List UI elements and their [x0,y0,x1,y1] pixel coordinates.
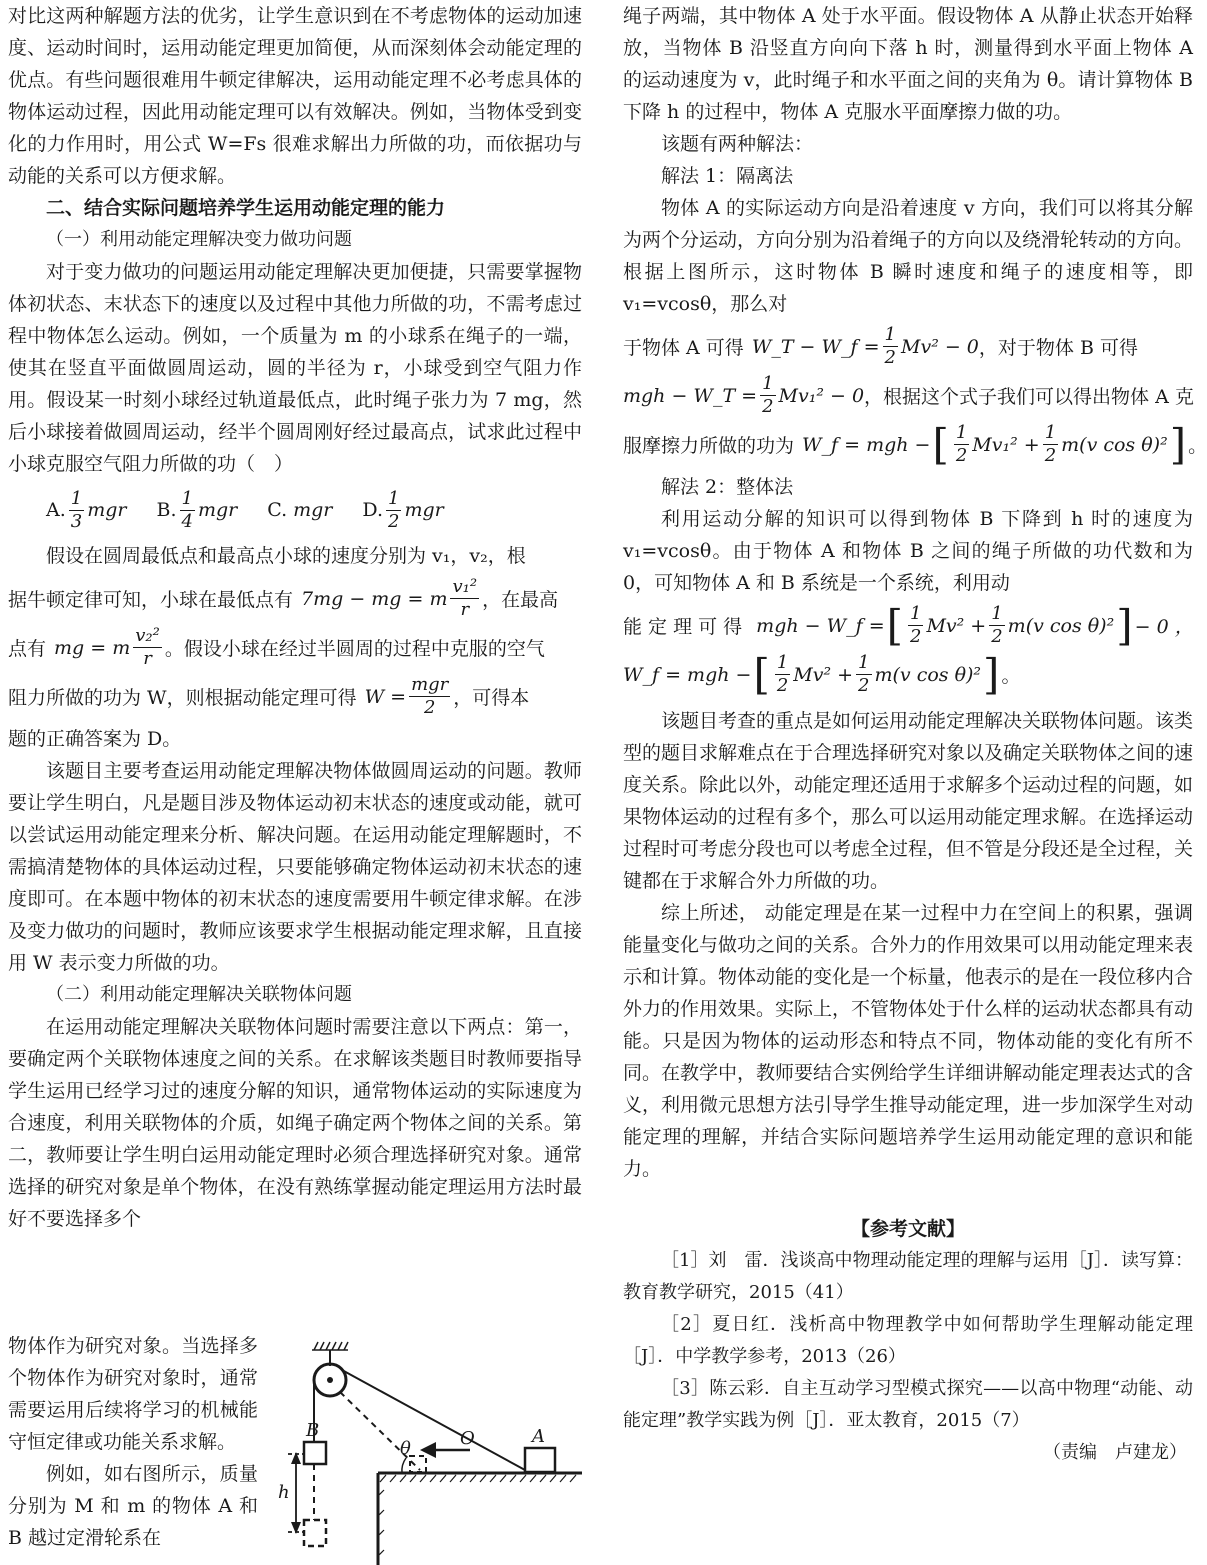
equation-text: 7mg − mg = m [301,587,448,610]
paragraph: 物体作为研究对象。当选择多个物体作为研究对象时，通常需要运用后续将学习的机械能守恒定律或功能关系求解。 [8,1335,258,1453]
bracket-open: [ [886,600,903,650]
equation [54,625,165,670]
answer-options [8,480,582,540]
equation [623,649,1001,699]
text: ，在最高 [482,589,559,611]
text: 。 [1188,435,1207,457]
bracket-open: [ [932,419,949,469]
paragraph: 该题目考查的重点是如何运用动能定理解决关联物体问题。该类型的题目求解难点在于合理选择研究对象以及确定关联物体之间的速度关系。除此以外，动能定理还适用于求解多个运动过程的问题，如果物体运动的过程有多个，那么可以运用动能定理求解。在选择运动过程时可考虑分段也可以考虑全过程，但不管是分段还是全过程，关键都在于求解合外力所做的功。 [623,710,1194,892]
numerator: 1 [858,652,870,673]
denominator: 2 [776,675,789,696]
label-h: h [278,1482,290,1503]
label-o: O [460,1428,475,1449]
option-value: mgr [87,499,127,521]
option-label: B. [156,499,177,521]
equation [752,324,979,369]
paragraph: 绳子两端，其中物体 A 处于水平面。假设物体 A 从静止状态开始释放，当物体 B 沿竖直方向向下落 h 时，测量得到水平面上物体 A 的运动速度为 v，此时绳子和水平面之间的夹角为 θ。请计算物体 B 下降 h 的过程中，物体 A 克服水平面摩擦力做的功。 [623,5,1193,123]
bracket-close: ] [1169,419,1187,469]
label-a: A [532,1426,545,1447]
equation-text: Mv₁² − 0 [778,384,865,407]
fraction [883,324,898,369]
option-b [156,485,237,535]
equation-line [623,600,1194,650]
text: 于物体 A 可得 [623,337,744,359]
text: ，可得本 [453,687,530,709]
paragraph: 假设在圆周最低点和最高点小球的速度分别为 v₁，v₂，根 [46,545,526,567]
paragraph: 例如，如右图所示，质量分别为 M 和 m 的物体 A 和 B 越过定滑轮系在 [8,1463,258,1549]
denominator: 2 [910,626,922,647]
equation-line [623,649,1193,699]
fraction [954,422,969,467]
fraction [989,603,1004,648]
block-a [525,1448,555,1472]
text: 。假设小球在经过半圆周的过程中克服的空气 [164,638,545,660]
option-label: C. [267,499,288,521]
fraction [180,488,195,533]
equation [301,576,482,621]
bracket-close: ] [983,649,1000,699]
equation-text: m(v cos θ)² [1061,433,1168,456]
equation-line [623,324,1193,369]
paragraph: 对于变力做功的问题运用动能定理解决更加便捷，只需要掌握物体初状态、末状态下的速度以及过程中其他力所做的功，不需考虑过程中物体怎么运动。例如，一个质量为 m 的小球系在绳子的一端，使其在竖直平面做圆周运动，圆的半径为 r，小球受到空气阻力作用。假设某一时刻小球经过轨道最低点，此时绳子张力为 7 mg，然后小球接着做圆周运动，经半个圆周刚好经过最高点，试求此过程中小球克服空气阻力所做的功（ ） [8,261,582,475]
denominator: 2 [884,347,896,368]
fraction [908,603,923,648]
denominator: 2 [1044,445,1057,466]
numerator: 1 [70,487,83,509]
option-value: mgr [197,499,238,521]
paragraph: 在运用动能定理解决关联物体问题时需要注意以下两点：第一，要确定两个关联物体速度之间的关系。在求解该类题目时教师要指导学生运用已经学习过的速度分解的知识，通常物体运动的实际速度为合速度，利用关联物体的介质，如绳子确定两个物体之间的关系。第二，教师要让学生明白运用动能定理时必须合理选择研究对象。通常选择的研究对象是单个物体，在没有熟练掌握动能定理运用方法时最好不要选择多个 [8,1016,582,1230]
numerator: v₂² [135,625,160,646]
option-value: mgr [293,499,333,521]
label-b: B [306,1420,320,1441]
reference-item: ［2］夏日红．浅析高中物理教学中如何帮助学生理解动能定理［J］．中学教学参考，2013（26） [623,1314,1193,1367]
fraction [450,576,479,621]
paragraph: 题的正确答案为 D。 [8,728,182,750]
option-label: A. [46,499,66,521]
paragraph: 该题有两种解法： [661,133,814,155]
equation-text: mg = m [54,636,131,659]
equation-text: mgh − W_f = [756,614,885,637]
equation-text: m(v cos θ)² [1007,614,1115,637]
fraction [386,488,401,533]
bracket-close: ] [1116,600,1133,650]
block-b [304,1442,326,1464]
denominator: r [460,599,470,620]
ground-hatch [378,1475,576,1556]
label-theta: θ [400,1438,411,1459]
editor-credit: （责编 卢建龙） [1043,1442,1187,1463]
text: 据牛顿定律可知，小球在最低点有 [8,589,294,611]
angle-arc [402,1458,406,1473]
paragraph: 解法 2：整体法 [661,476,794,498]
text: ，对于物体 B 可得 [978,337,1138,359]
subsection-heading: （二）利用动能定理解决关联物体问题 [46,984,352,1005]
denominator: 4 [181,510,193,532]
equation-line [8,576,582,621]
denominator: r [143,648,152,669]
equation-text: − 0 ， [1134,616,1194,638]
text: 服摩擦力所做的功为 [623,435,795,457]
equation-line [623,373,1193,418]
denominator: 2 [858,675,870,696]
paragraph: 解法 1：隔离法 [661,165,794,187]
denominator: 2 [991,626,1003,647]
equation [365,674,454,719]
left-column [8,0,582,1549]
equation-text: W_f = mgh − [802,433,931,456]
option-c [267,485,332,535]
fraction [856,652,871,697]
numerator: 1 [1044,422,1057,443]
subsection-heading: （一）利用动能定理解决变力做功问题 [46,229,352,250]
fraction [133,625,162,670]
equation-text: W_T − W_f = [751,335,880,358]
equation-text: Mv² + [793,663,854,686]
fraction [409,674,450,719]
denominator: 2 [762,396,774,417]
equation [623,373,864,418]
cart-dashed [410,1456,426,1472]
section-heading: 二、结合实际问题培养学生运用动能定理的能力 [46,197,446,219]
equation-text: W_f = mgh − [623,663,752,686]
references-heading: 【参考文献】 [850,1218,965,1240]
paragraph: 该题目主要考查运用动能定理解决物体做圆周运动的问题。教师要让学生明白，凡是题目涉及物体运动初末状态的速度或动能，就可以尝试运用动能定理来分析、解决问题。在运用动能定理解题时，不需搞清楚物体的具体运动过程，只要能够确定物体运动初末状态的速度即可。在本题中物体的初末状态的速度需要用牛顿定律求解。在涉及变力做功的问题时，教师应该要求学生根据动能定理求解，且直接用 W 表示变力所做的功。 [8,760,582,974]
equation-text: Mv₁² + [972,433,1040,456]
option-label: D. [362,499,383,521]
denominator: 3 [70,510,83,532]
option-d [362,485,443,535]
fraction [69,488,84,533]
numerator: mgr [411,674,449,695]
denominator: 2 [955,445,968,466]
numerator: 1 [910,603,922,624]
numerator: 1 [884,324,896,345]
equation-line [623,419,1207,469]
figure-wrap-text [8,1330,258,1554]
text: 能 定 理 可 得 [623,616,743,638]
reference-item: ［3］陈云彩．自主互动学习型模式探究——以高中物理“动能、动能定理”教学实践为例［J］．亚太教育，2015（7） [623,1378,1193,1431]
fraction [760,373,775,418]
right-column [623,0,1207,1469]
numerator: 1 [388,487,400,509]
equation-line [8,674,582,719]
paragraph: 物体 A 的实际运动方向是沿着速度 v 方向，我们可以将其分解为两个分运动，方向分别为沿着绳子的方向以及绕滑轮转动的方向。根据上图所示，这时物体 B 瞬时速度和绳子的速度相等，即 v₁=vcosθ，那么对 [623,197,1194,315]
numerator: 1 [991,603,1003,624]
numerator: 1 [955,422,968,443]
option-a [46,485,126,535]
bracket-open: [ [753,649,770,699]
paragraph: 利用运动分解的知识可以得到物体 B 下降到 h 时的速度为 v₁=vcosθ。由于物体 A 和物体 B 之间的绳子所做的功代数和为 0，可知物体 A 和 B 系统是一个系统，利用动 [623,508,1193,594]
text: 点有 [8,638,47,660]
equation-line [8,625,582,670]
equation-text: W = [364,685,407,708]
figure-area [8,1330,582,1565]
text: 。 [1001,665,1021,687]
denominator: 2 [423,697,436,718]
numerator: v₁² [452,576,478,597]
equation [802,419,1188,469]
ceiling-hatch [312,1342,348,1350]
numerator: 1 [776,652,789,673]
text: 阻力所做的功为 W，则根据动能定理可得 [8,687,357,709]
fraction [775,652,790,697]
paragraph: 综上所述， 动能定理是在某一过程中力在空间上的积累，强调能量变化与做功之间的关系。合外力的作用效果可以用动能定理来表示和计算。物体动能的变化是一个标量，他表示的是在一段位移内合外力的作用效果。实际上，不管物体处于什么样的运动状态都具有动能。只是因为物体的运动形态和特点不同，物体动能的变化有所不同。在教学中，教师要结合实例给学生详细讲解动能定理表达式的含义，利用微元思想方法引导学生推导动能定理，进一步加深学生对动能定理的理解，并结合实际问题培养学生运用动能定理的意识和能力。 [623,902,1194,1180]
equation [756,600,1194,650]
height-marker [288,1452,304,1534]
paragraph: 对比这两种解题方法的优劣，让学生意识到在不考虑物体的运动加速度、运动时间时，运用动能定理更加简便，从而深刻体会动能定理的优点。有些问题很难用牛顿定律解决，运用动能定理不必考虑具体的物体运动过程，因此用动能定理可以有效解决。例如，当物体受到变化的力作用时，用公式 W=Fs 很难求解出力所做的功，而依据功与动能的关系可以方便求解。 [8,5,582,187]
equation-text: Mv² − 0 [901,335,979,358]
equation-text: m(v cos θ)² [874,663,982,686]
pulley-diagram [270,1330,582,1565]
pulley-axle [327,1377,333,1383]
option-value: mgr [404,499,444,521]
block-b-ghost [304,1520,326,1546]
equation-text: Mv² + [926,614,987,637]
fraction [1043,422,1058,467]
reference-item: ［1］刘 雷．浅谈高中物理动能定理的理解与运用［J］．读写算：教育教学研究，2015（41） [623,1250,1193,1303]
numerator: 1 [181,487,193,509]
numerator: 1 [762,373,774,394]
equation-text: mgh − W_T = [623,384,758,407]
denominator: 2 [388,510,400,532]
text: ，根据这个式子我们可以得出物体 A 克 [864,386,1194,408]
